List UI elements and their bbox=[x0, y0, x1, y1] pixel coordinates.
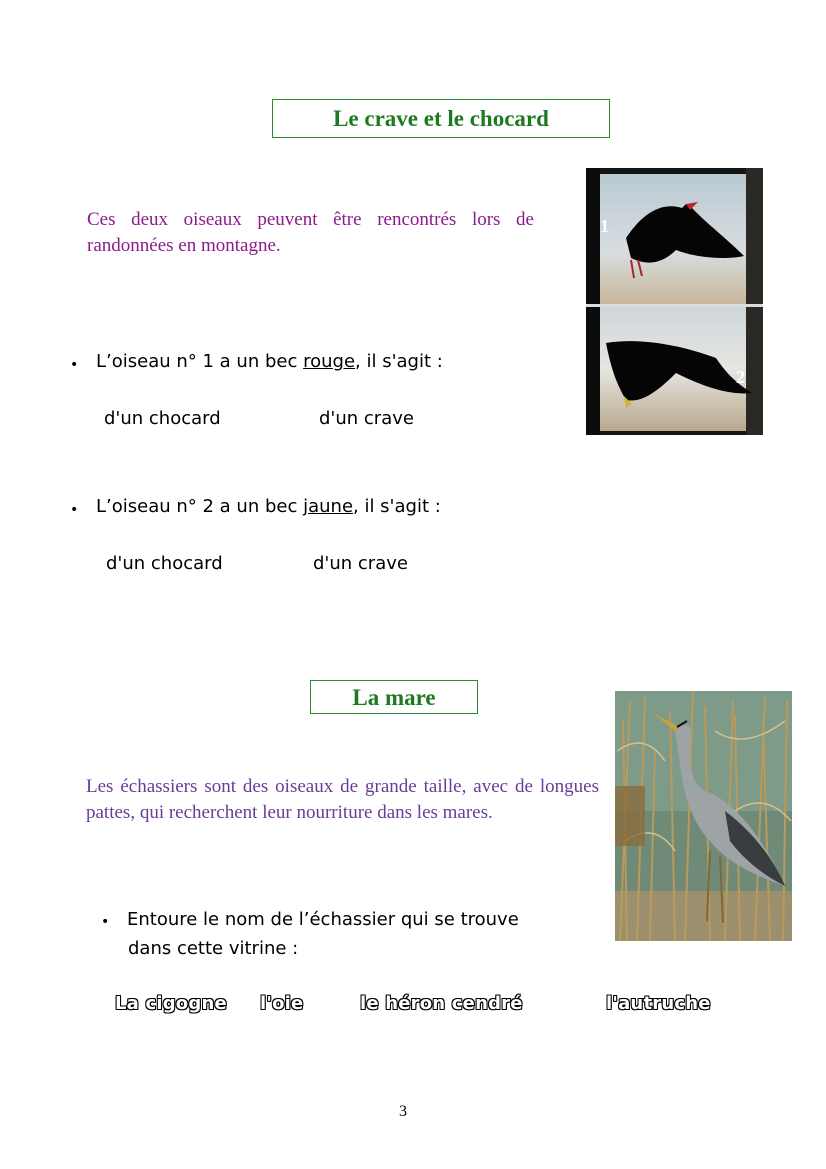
section-title-la-mare: La mare bbox=[310, 680, 478, 714]
instruction-bullet bbox=[101, 913, 109, 931]
question-2-keyword: jaune bbox=[303, 496, 354, 517]
bullet-icon: • bbox=[101, 914, 110, 930]
instruction-line-1: Entoure le nom de l’échassier qui se trouve bbox=[127, 909, 519, 930]
page-number: 3 bbox=[399, 1103, 407, 1120]
answer-option-crave-2[interactable]: d'un crave bbox=[313, 553, 408, 574]
answer-option-chocard-1[interactable]: d'un chocard bbox=[104, 408, 221, 429]
question-1-text bbox=[96, 351, 443, 372]
photo-crave-chocard bbox=[586, 168, 763, 435]
answer-cigogne[interactable]: La cigogne bbox=[115, 993, 227, 1014]
instruction-line-2: dans cette vitrine : bbox=[128, 938, 299, 959]
answer-autruche[interactable]: l'autruche bbox=[606, 993, 711, 1014]
question-1-keyword: rouge bbox=[303, 351, 356, 372]
photo-label-1: 1 bbox=[600, 216, 609, 236]
photo-heron-vitrine bbox=[615, 691, 792, 941]
question-2-suffix: , il s'agit : bbox=[353, 496, 441, 517]
question-2 bbox=[70, 501, 78, 519]
question-1 bbox=[70, 356, 78, 374]
bullet-icon: • bbox=[70, 357, 79, 373]
bullet-icon: • bbox=[70, 502, 79, 518]
answer-option-crave-1[interactable]: d'un crave bbox=[319, 408, 414, 429]
question-2-prefix: L’oiseau n° 2 a un bec bbox=[96, 496, 304, 517]
intro-paragraph-2: Les échassiers sont des oiseaux de grande taille, avec de longues pattes, qui recherchent leur nourriture dans les mares. bbox=[86, 776, 599, 823]
question-1-prefix: L’oiseau n° 1 a un bec bbox=[96, 351, 304, 372]
section-title-crave-chocard: Le crave et le chocard bbox=[272, 99, 610, 138]
photo-label-2: 2 bbox=[736, 367, 745, 387]
intro-paragraph-1: Ces deux oiseaux peuvent être rencontrés lors de randonnées en montagne. bbox=[87, 209, 534, 256]
question-2-text bbox=[96, 496, 441, 517]
answer-option-chocard-2[interactable]: d'un chocard bbox=[106, 553, 223, 574]
question-1-suffix: , il s'agit : bbox=[355, 351, 443, 372]
answer-oie[interactable]: l'oie bbox=[260, 993, 304, 1014]
answer-heron-cendre[interactable]: le héron cendré bbox=[360, 993, 523, 1014]
